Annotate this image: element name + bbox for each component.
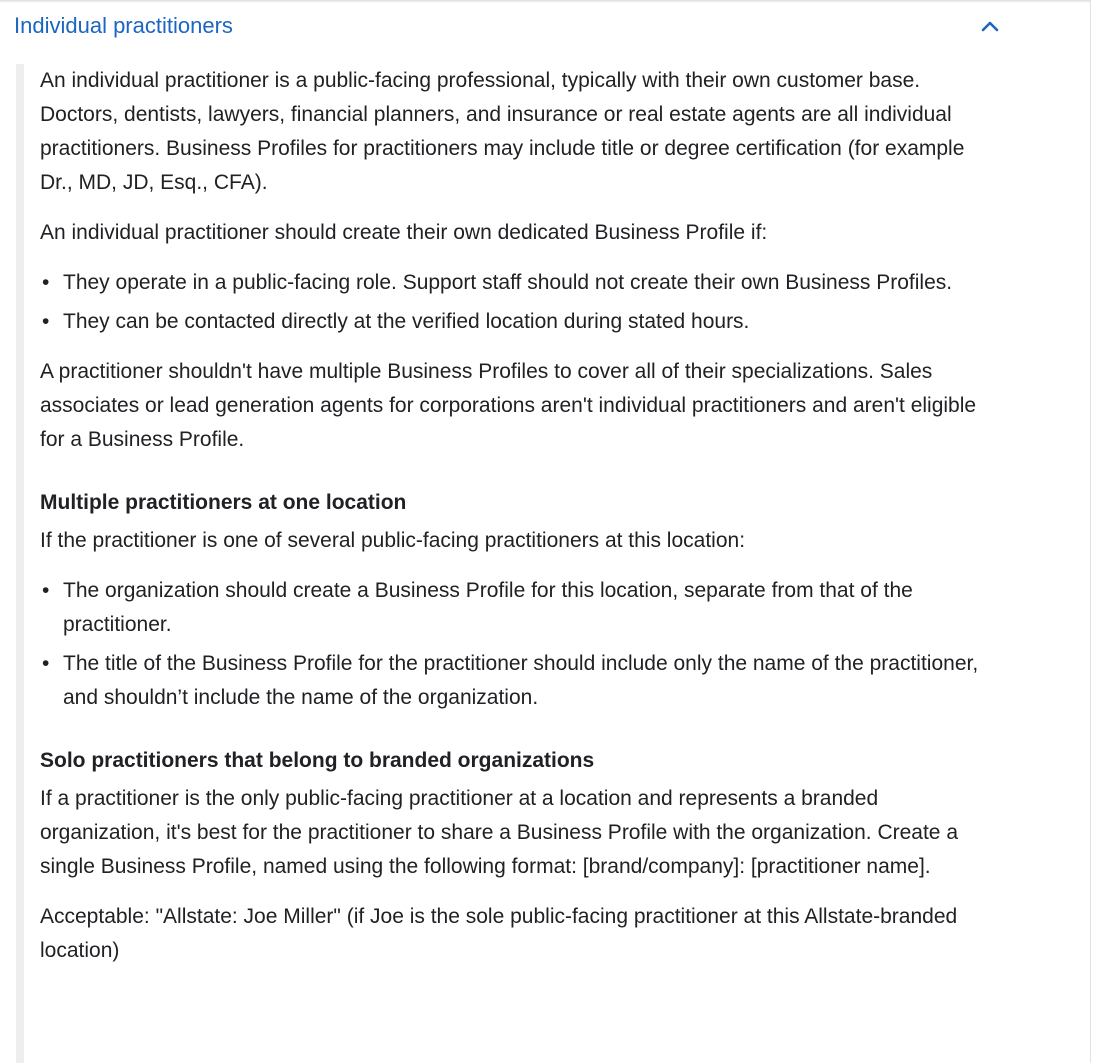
article-content: [40, 64, 996, 968]
specializations-paragraph: A practitioner shouldn't have multiple Business Profiles to cover all of their specializations. Sales associates or lead generation agents for corporations aren't individual practitioners and aren't eligible for a Business Profile.: [40, 360, 977, 451]
acceptable-example-paragraph: Acceptable: "Allstate: Joe Miller" (if Joe is the sole public-facing practitioner at this Allstate-branded location): [40, 905, 958, 962]
list-item: • They operate in a public-facing role. Support staff should not create their own Business Profiles.: [40, 266, 996, 300]
list-item: • They can be contacted directly at the verified location during stated hours.: [40, 305, 996, 339]
multiple-practitioners-heading: Multiple practitioners at one location: [40, 491, 407, 514]
accordion-content-panel: [16, 64, 1006, 1063]
list-item: • The organization should create a Business Profile for this location, separate from that of the practitioner.: [40, 574, 996, 642]
accordion-title[interactable]: Individual practitioners: [14, 13, 233, 38]
top-edge-shadow: [0, 0, 1090, 3]
accordion-header-individual-practitioners[interactable]: [14, 8, 1004, 44]
dedicated-profile-condition: An individual practitioner should create their own dedicated Business Profile if:: [40, 221, 768, 244]
multiple-practitioners-list: [40, 574, 996, 715]
chevron-up-icon[interactable]: [978, 14, 1002, 38]
solo-practitioners-heading: Solo practitioners that belong to branded organizations: [40, 749, 595, 772]
dedicated-profile-conditions-list: [40, 266, 996, 339]
solo-practitioners-paragraph: If a practitioner is the only public-facing practitioner at a location and represents a branded organization, it's best for the practitioner to share a Business Profile with the organization. Create a single Business Profile, named using the following format: [brand/company]: [practitioner name].: [40, 787, 959, 878]
list-item: • The title of the Business Profile for the practitioner should include only the name of the practitioner, and shouldn’t include the name of the organization.: [40, 647, 996, 715]
page-scrollbar-track[interactable]: [1090, 0, 1120, 1063]
intro-paragraph: An individual practitioner is a public-facing professional, typically with their own customer base. Doctors, dentists, lawyers, financial planners, and insurance or real estate agents are all individual practitioners. Business Profiles for practitioners may include title or degree certification (for example Dr., MD, JD, Esq., CFA).: [40, 69, 965, 194]
multiple-practitioners-paragraph: If the practitioner is one of several public-facing practitioners at this location:: [40, 529, 746, 552]
